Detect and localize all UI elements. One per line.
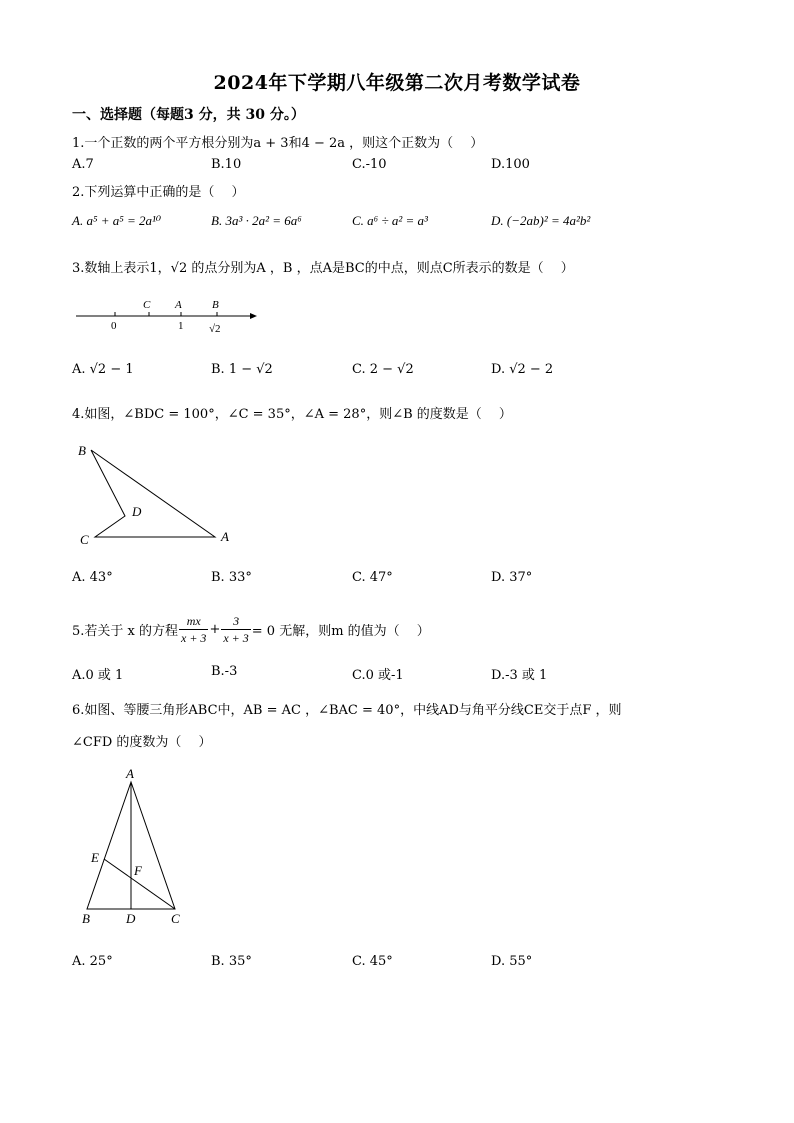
option-a: A. a⁵ + a⁵ = 2a¹⁰ [72, 213, 162, 228]
option-c: C.0 或-1 [352, 668, 404, 683]
question-1-options [72, 157, 732, 175]
option-d: D. 55° [491, 954, 533, 969]
label-b: B [212, 299, 219, 311]
question-3-options [72, 362, 732, 380]
fraction-3-over-x-plus-3: $\frac{3}{x + 3}$ [223, 613, 249, 645]
option-b: B. 3a³ · 2a² = 6a⁶ [211, 213, 302, 228]
label-a: A [126, 766, 134, 781]
question-3-stem: 3.数轴上表示1，√2 的点分别为A ，B ，点A是BC的中点，则点C所表示的数是（ ） [72, 261, 574, 276]
option-a: A.7 [72, 157, 94, 172]
label-f: F [134, 863, 142, 878]
question-6-stem: 6.如图、等腰三角形ABC中，AB = AC ，∠BAC = 40°，中线AD与角平分线CE交于点F ，则 [72, 703, 622, 718]
option-a: A.0 或 1 [72, 668, 124, 683]
option-d: D.-3 或 1 [491, 668, 548, 683]
number-line-figure [72, 294, 262, 338]
label-c: C [171, 911, 180, 926]
question-4-figure [72, 436, 242, 550]
arrow-head-icon [250, 313, 257, 319]
section-heading: 一、选择题（每题3 分，共 30 分。） [72, 107, 305, 123]
option-d: D.100 [491, 157, 530, 172]
option-c: C. 47° [352, 570, 393, 585]
concave-quadrilateral [91, 450, 215, 537]
label-a: A [221, 529, 229, 544]
option-d: D. (−2ab)² = 4a²b² [491, 213, 591, 228]
option-a: A. √2 − 1 [72, 362, 134, 377]
option-b: B. 35° [211, 954, 252, 969]
tick-label-1: 1 [178, 320, 184, 332]
option-b: B.-3 [211, 664, 238, 679]
label-c: C [80, 532, 89, 547]
question-2-options [72, 213, 732, 231]
isosceles-triangle-figure [72, 762, 202, 930]
question-5-options [72, 664, 732, 682]
label-e: E [91, 850, 99, 865]
option-c: C. a⁶ ÷ a² = a³ [352, 213, 428, 228]
question-2-stem: 2.下列运算中正确的是（ ） [72, 185, 245, 200]
option-c: C.-10 [352, 157, 387, 172]
option-d: D. 37° [491, 570, 533, 585]
fraction-mx-over-x-plus-3: $\frac{mx}{x + 3}$ [181, 613, 207, 645]
question-4-stem: 4.如图，∠BDC = 100°，∠C = 35°，∠A = 28°，则∠B 的度数是（ ） [72, 407, 512, 422]
option-d: D. √2 − 2 [491, 362, 554, 377]
option-c: C. 2 − √2 [352, 362, 414, 377]
tick-label-sqrt2: √2 [209, 323, 221, 335]
tick-label-0: 0 [111, 320, 117, 332]
label-b: B [78, 443, 86, 458]
exam-title: 2024年下学期八年级第二次月考数学试卷 [213, 72, 581, 94]
label-c: C [143, 299, 151, 311]
label-d: D [126, 911, 136, 926]
question-1-stem: 1.一个正数的两个平方根分别为a + 3和4 − 2a ，则这个正数为（ ） [72, 136, 484, 151]
question-5-text-pre: 5.若关于 x 的方程 [72, 623, 178, 639]
question-4-options [72, 570, 732, 588]
question-5-text-post: = 0 无解，则m 的值为（ ） [251, 623, 430, 639]
option-a: A. 43° [72, 570, 113, 585]
option-b: B. 1 − √2 [211, 362, 273, 377]
label-a: A [175, 299, 182, 311]
option-b: B. 33° [211, 570, 252, 585]
plus-sign: + [209, 621, 221, 637]
option-b: B.10 [211, 157, 242, 172]
question-5-stem [72, 610, 430, 648]
label-d: D [132, 504, 142, 519]
option-c: C. 45° [352, 954, 393, 969]
question-6-options [72, 954, 732, 972]
option-a: A. 25° [72, 954, 113, 969]
question-6-stem-line2: ∠CFD 的度数为（ ） [72, 735, 212, 750]
label-b: B [82, 911, 90, 926]
